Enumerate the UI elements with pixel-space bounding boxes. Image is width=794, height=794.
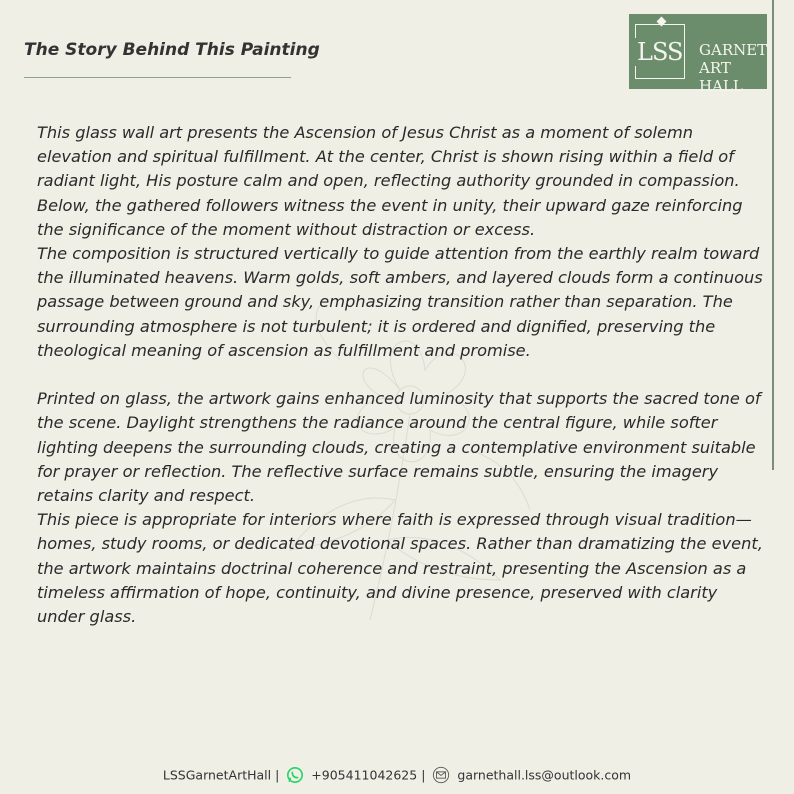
logo-mark: LSS [637,38,683,66]
logo-name-line2: ART HALL [699,59,743,95]
story-paragraph: Printed on glass, the artwork gains enhanced luminosity that supports the sacred tone of the scene. Daylight strengthens the radiance around the central figure, while softer lighting deepens the surrounding clouds, creating a contemplative environment suitable for prayer or reflection. The reflective surface remains subtle, ensuring the imagery retains clarity and respect. [37,389,761,506]
decorative-side-line [772,0,774,470]
logo-name [699,41,767,95]
footer-phone[interactable]: +905411042625 [311,767,418,783]
paragraph-spacer [37,363,767,387]
logo-name-line1: GARNET [699,41,768,59]
story-paragraph: This glass wall art presents the Ascension of Jesus Christ as a moment of solemn elevation and spiritual fulfillment. At the center, Christ is shown rising within a field of radiant light, His posture calm and open, reflecting authority grounded in compassion. Below, the gathered followers witness the event in unity, their upward gaze reinforcing the significance of the moment without distraction or excess. [37,123,743,239]
story-paragraph: This piece is appropriate for interiors where faith is expressed through visual tradition—homes, study rooms, or dedicated devotional spaces. Rather than dramatizing the event, the artwork maintains doctrinal coherence and restraint, presenting the Ascension as a timeless affirmation of hope, continuity, and divine presence, preserved with clarity under glass. [37,510,763,627]
title-underline [24,77,291,78]
footer-separator: | [421,767,426,783]
contact-footer [0,766,794,784]
email-icon [432,766,450,784]
footer-email[interactable]: garnethall.lss@outlook.com [457,767,632,783]
story-paragraph: The composition is structured vertically to guide attention from the earthly realm toward the illuminated heavens. Warm golds, soft ambers, and layered clouds form a continuous passage between ground and sky, emphasizing transition rather than separation. The surrounding atmosphere is not turbulent; it is ordered and dignified, preserving the theological meaning of ascension as fulfillment and promise. [37,244,763,360]
story-body [37,121,767,629]
page-title: The Story Behind This Painting [24,40,320,60]
footer-separator: | [275,767,280,783]
footer-brand: LSSGarnetArtHall [162,767,272,783]
brand-logo [629,14,768,95]
whatsapp-icon [286,766,304,784]
